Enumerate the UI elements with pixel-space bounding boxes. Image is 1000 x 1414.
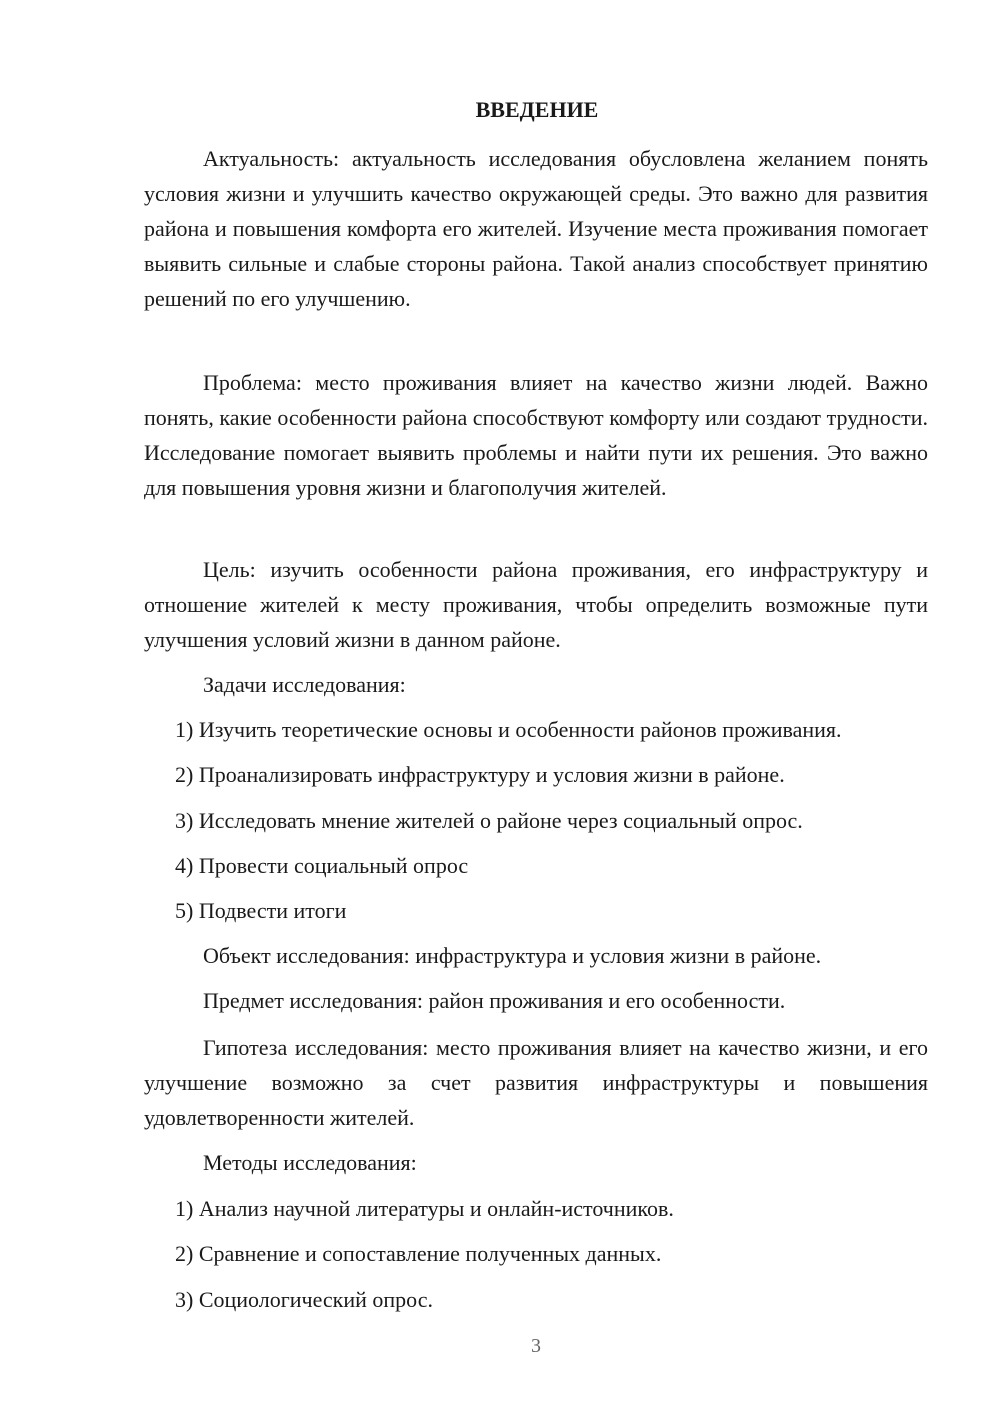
page-number: 3: [531, 1335, 541, 1357]
tasks-heading: Задачи исследования:: [203, 672, 406, 697]
page-title: ВВЕДЕНИЕ: [475, 97, 599, 122]
object-paragraph: Объект исследования: инфраструктура и условия жизни в районе.: [203, 943, 822, 968]
task-item: 3) Исследовать мнение жителей о районе через социальный опрос.: [175, 808, 803, 833]
task-item: 1) Изучить теоретические основы и особенности районов проживания.: [175, 717, 842, 742]
subject-paragraph: Предмет исследования: район проживания и его особенности.: [203, 988, 786, 1013]
goal-paragraph: Цель: изучить особенности района проживания, его инфраструктуру и отношение жителей к месту проживания, чтобы определить возможные пути улучшения условий жизни в данном районе.: [144, 557, 928, 652]
method-item: 2) Сравнение и сопоставление полученных данных.: [175, 1241, 662, 1266]
task-item: 5) Подвести итоги: [175, 898, 347, 923]
task-item: 4) Провести социальный опрос: [175, 853, 469, 878]
relevance-paragraph: Актуальность: актуальность исследования обусловлена желанием понять условия жизни и улучшить качество окружающей среды. Это важно для развития района и повышения комфорта его жителей. Изучение места проживания помогает выявить сильные и слабые стороны района. Такой анализ способствует принятию решений по его улучшению.: [144, 146, 928, 311]
method-item: 3) Социологический опрос.: [175, 1287, 433, 1312]
methods-heading: Методы исследования:: [203, 1150, 417, 1175]
task-item: 2) Проанализировать инфраструктуру и условия жизни в районе.: [175, 762, 785, 787]
hypothesis-paragraph: Гипотеза исследования: место проживания влияет на качество жизни, и его улучшение возможно за счет развития инфраструктуры и повышения удовлетворенности жителей.: [144, 1035, 928, 1130]
method-item: 1) Анализ научной литературы и онлайн-источников.: [175, 1196, 674, 1221]
problem-paragraph: Проблема: место проживания влияет на качество жизни людей. Важно понять, какие особенности района способствуют комфорту или создают трудности. Исследование помогает выявить проблемы и найти пути их решения. Это важно для повышения уровня жизни и благополучия жителей.: [144, 370, 928, 500]
